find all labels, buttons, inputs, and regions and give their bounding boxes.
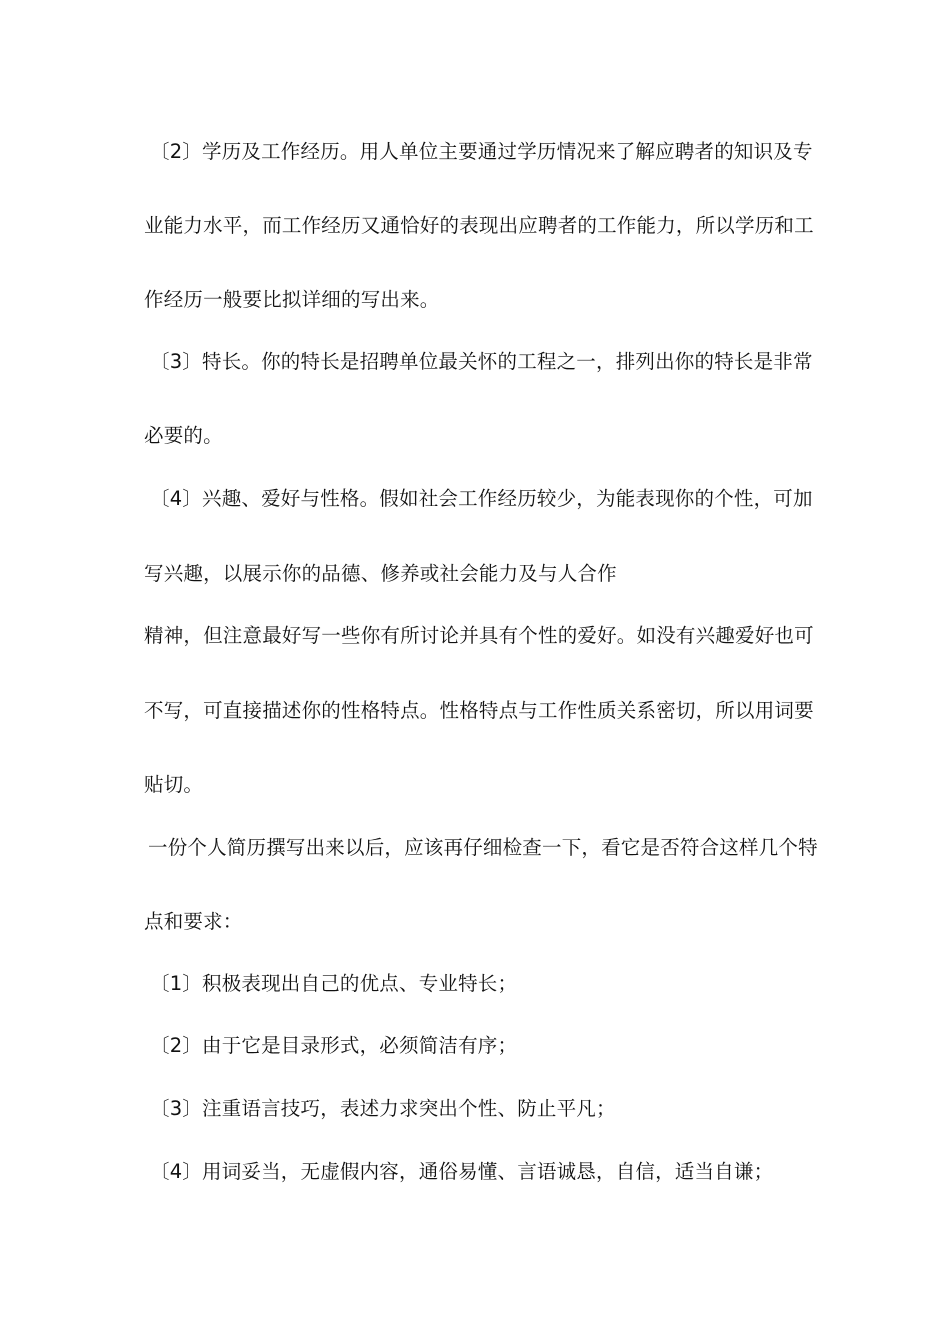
- list-item: 〔2〕由于它是目录形式，必须简洁有序；: [150, 1034, 518, 1057]
- paragraph-line: 精神，但注意最好写一些你有所讨论并具有个性的爱好。如没有兴趣爱好也可: [144, 624, 814, 647]
- paragraph-line: 贴切。: [144, 773, 204, 796]
- list-item: 〔4〕用词妥当，无虚假内容，通俗易懂、言语诚恳，自信，适当自谦；: [150, 1160, 774, 1183]
- list-item: 〔3〕注重语言技巧，表述力求突出个性、防止平凡；: [150, 1097, 616, 1120]
- paragraph-line: 作经历一般要比拟详细的写出来。: [144, 288, 440, 311]
- paragraph-line: 点和要求：: [144, 910, 243, 933]
- paragraph-line: 写兴趣，以展示你的品德、修养或社会能力及与人合作: [144, 562, 617, 585]
- paragraph-line: 〔2〕学历及工作经历。用人单位主要通过学历情况来了解应聘者的知识及专: [150, 140, 813, 163]
- paragraph-line: 不写，可直接描述你的性格特点。性格特点与工作性质关系密切，所以用词要: [144, 699, 814, 722]
- paragraph-line: 一份个人简历撰写出来以后，应该再仔细检查一下，看它是否符合这样几个特: [148, 836, 818, 859]
- list-item: 〔1〕积极表现出自己的优点、专业特长；: [150, 972, 518, 995]
- paragraph-line: 业能力水平，而工作经历又通恰好的表现出应聘者的工作能力，所以学历和工: [144, 214, 814, 237]
- paragraph-line: 必要的。: [144, 424, 223, 447]
- paragraph-line: 〔3〕特长。你的特长是招聘单位最关怀的工程之一，排列出你的特长是非常: [150, 350, 813, 373]
- paragraph-line: 〔4〕兴趣、爱好与性格。假如社会工作经历较少，为能表现你的个性，可加: [150, 487, 813, 510]
